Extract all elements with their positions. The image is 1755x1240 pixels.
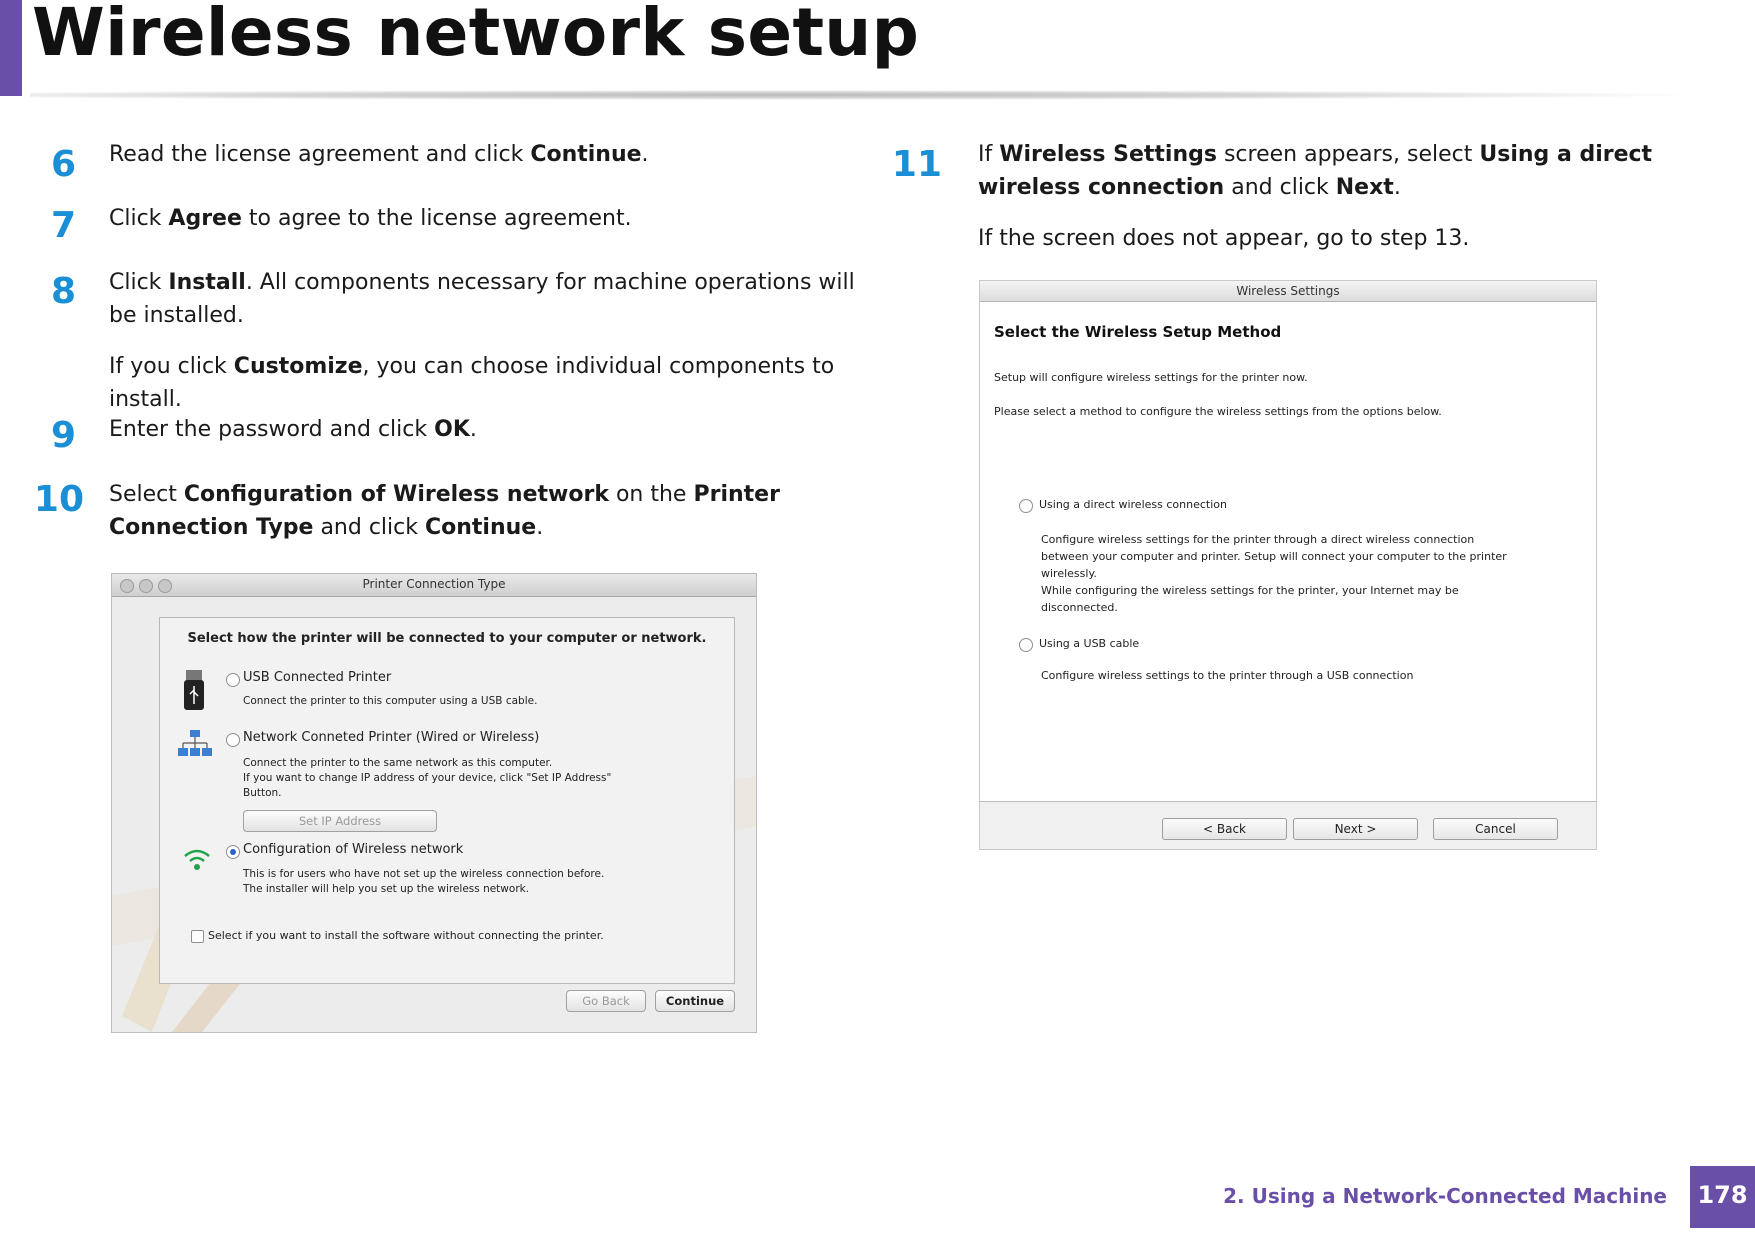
dialog-heading: Select how the printer will be connected to your computer or network. bbox=[187, 631, 707, 646]
install-without-printer-checkbox[interactable] bbox=[191, 930, 204, 943]
option-label: Using a direct wireless connection bbox=[1039, 498, 1227, 511]
step-note: If you click Customize, you can choose individual components to install. bbox=[109, 354, 835, 412]
usb-icon bbox=[183, 670, 205, 710]
option-label: Network Conneted Printer (Wired or Wireless) bbox=[243, 730, 540, 745]
page-number: 178 bbox=[1690, 1166, 1755, 1228]
option-description: This is for users who have not set up the wireless connection before. bbox=[243, 868, 605, 880]
page-title: Wireless network setup bbox=[32, 0, 920, 71]
option-description: If you want to change IP address of your device, click "Set IP Address" bbox=[243, 772, 612, 784]
option-label: Using a USB cable bbox=[1039, 637, 1140, 650]
go-back-button[interactable]: Go Back bbox=[566, 990, 646, 1012]
wireless-radio[interactable] bbox=[226, 845, 240, 859]
chapter-title: 2. Using a Network-Connected Machine bbox=[1223, 1184, 1667, 1208]
option-description: Connect the printer to the same network as this computer. bbox=[243, 757, 553, 769]
usb-radio[interactable] bbox=[226, 673, 240, 687]
usb-cable-radio[interactable] bbox=[1019, 638, 1033, 652]
continue-button[interactable]: Continue bbox=[655, 990, 735, 1012]
window-titlebar bbox=[112, 574, 756, 597]
step-number: 10 bbox=[33, 479, 84, 520]
step-number: 6 bbox=[50, 144, 76, 185]
network-radio[interactable] bbox=[226, 733, 240, 747]
dialog-text: Please select a method to configure the wireless settings from the options below. bbox=[994, 405, 1442, 418]
step-number: 11 bbox=[891, 144, 942, 185]
option-description: Configure wireless settings to the printer through a USB connection bbox=[1041, 669, 1414, 682]
option-label: USB Connected Printer bbox=[243, 670, 392, 685]
option-description: wirelessly. bbox=[1041, 567, 1097, 580]
title-divider bbox=[30, 90, 1685, 100]
printer-connection-screenshot bbox=[111, 573, 757, 1033]
option-description: Button. bbox=[243, 787, 282, 799]
back-button[interactable]: < Back bbox=[1162, 818, 1287, 840]
network-icon bbox=[178, 730, 212, 762]
step-text: Select Configuration of Wireless network on the Printer Connection Type and click Continue. bbox=[109, 482, 780, 540]
step-number: 9 bbox=[50, 415, 76, 456]
step-number: 8 bbox=[50, 271, 76, 312]
dialog-text: Setup will configure wireless settings for the printer now. bbox=[994, 371, 1308, 384]
option-description: disconnected. bbox=[1041, 601, 1118, 614]
checkbox-label: Select if you want to install the software without connecting the printer. bbox=[208, 929, 604, 942]
set-ip-address-button[interactable]: Set IP Address bbox=[243, 810, 437, 832]
dialog-heading: Select the Wireless Setup Method bbox=[994, 323, 1282, 341]
step-text: Enter the password and click OK. bbox=[109, 417, 477, 442]
step-number: 7 bbox=[50, 205, 76, 246]
step-note: If the screen does not appear, go to step 13. bbox=[978, 226, 1470, 251]
cancel-button[interactable]: Cancel bbox=[1433, 818, 1558, 840]
step-text: Click Agree to agree to the license agreement. bbox=[109, 206, 632, 231]
option-description: While configuring the wireless settings for the printer, your Internet may be bbox=[1041, 584, 1459, 597]
window-title: Printer Connection Type bbox=[362, 577, 506, 591]
dialog-button-bar bbox=[980, 801, 1596, 850]
step-text: If Wireless Settings screen appears, select Using a direct wireless connection and click Next. bbox=[978, 142, 1653, 200]
option-description: Connect the printer to this computer using a USB cable. bbox=[243, 695, 538, 707]
option-label: Configuration of Wireless network bbox=[243, 842, 464, 857]
option-description: The installer will help you set up the wireless network. bbox=[243, 883, 530, 895]
wifi-icon bbox=[182, 846, 212, 874]
title-accent-bar bbox=[0, 0, 22, 96]
next-button[interactable]: Next > bbox=[1293, 818, 1418, 840]
step-text: Read the license agreement and click Continue. bbox=[109, 142, 649, 167]
option-description: between your computer and printer. Setup will connect your computer to the printer bbox=[1041, 550, 1507, 563]
step-text: Click Install. All components necessary for machine operations will be installed. bbox=[109, 270, 855, 328]
connection-options-panel bbox=[159, 617, 735, 984]
direct-wireless-radio[interactable] bbox=[1019, 499, 1033, 513]
wireless-settings-screenshot bbox=[979, 280, 1597, 850]
window-title: Wireless Settings bbox=[980, 281, 1596, 302]
option-description: Configure wireless settings for the printer through a direct wireless connection bbox=[1041, 533, 1475, 546]
